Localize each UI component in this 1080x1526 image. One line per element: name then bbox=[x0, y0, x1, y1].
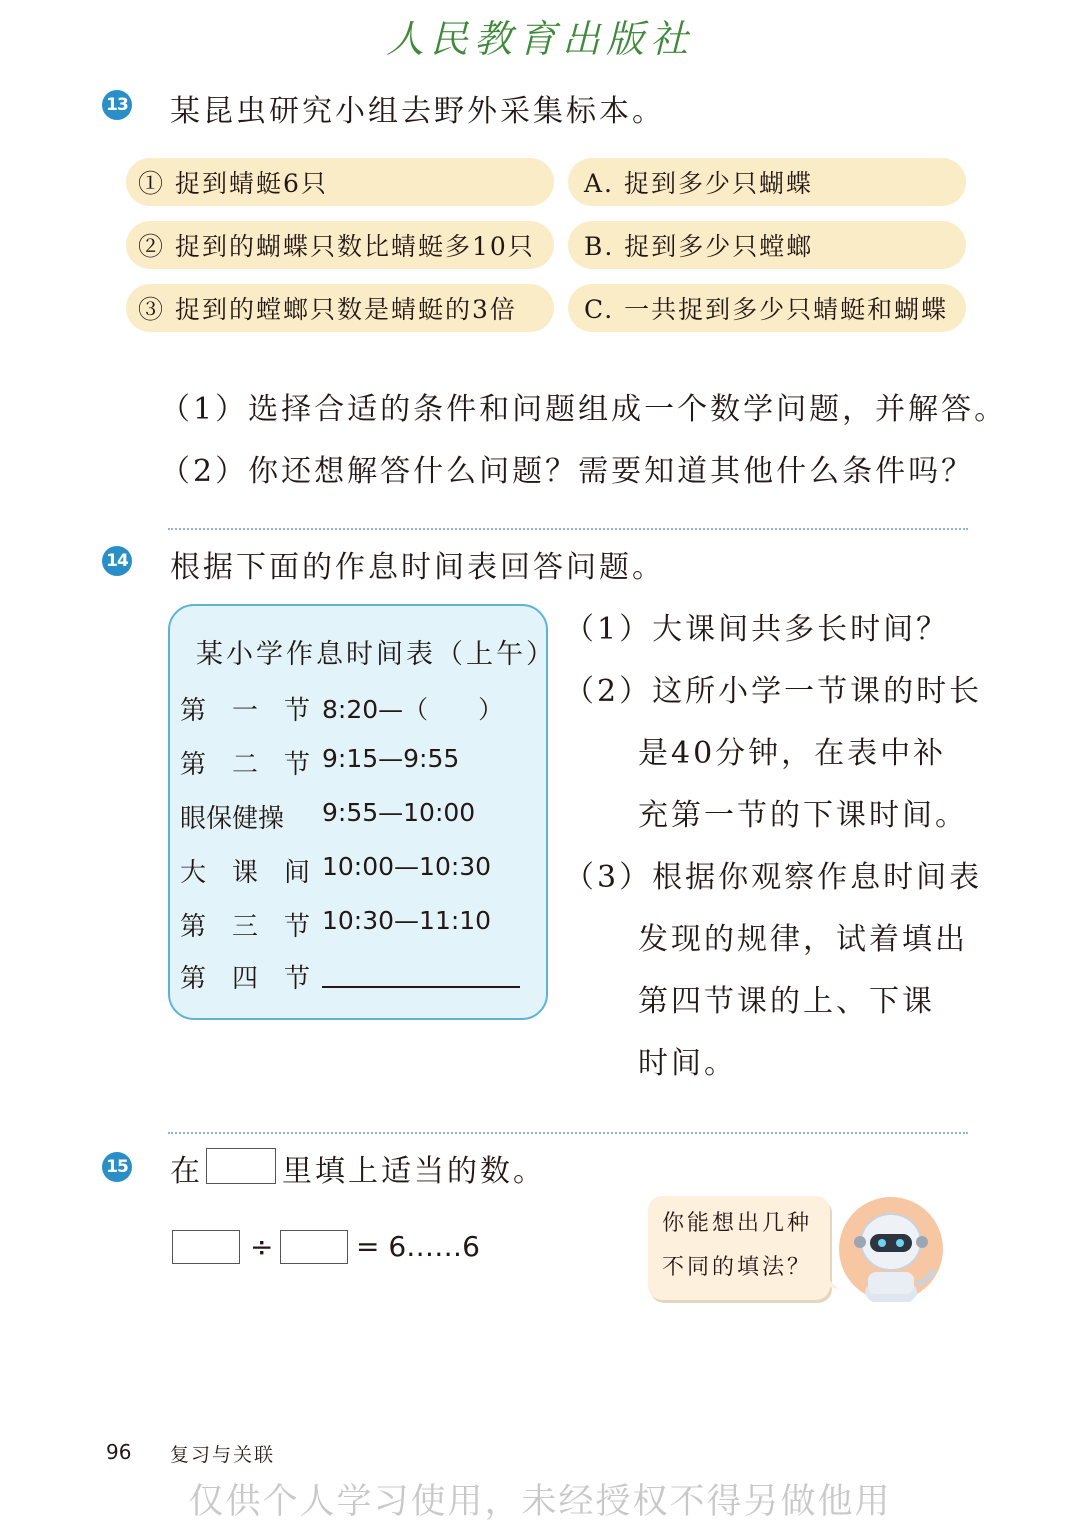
question-text: C. 一共捉到多少只蜻蜓和蝴蝶 bbox=[584, 295, 949, 324]
problem-13-title: 某昆虫研究小组去野外采集标本。 bbox=[170, 94, 665, 129]
section-divider bbox=[168, 1132, 968, 1134]
equation-result: = 6……6 bbox=[356, 1230, 480, 1263]
question-pill bbox=[568, 284, 966, 332]
p14-question-3-line: 时间。 bbox=[638, 1046, 737, 1081]
problem-number-badge: 15 bbox=[102, 1152, 132, 1182]
p14-question-2-line: 是40分钟，在表中补 bbox=[638, 736, 947, 771]
p14-question-2-line: （2）这所小学一节课的时长 bbox=[564, 674, 983, 709]
condition-text: ② 捉到的蝴蝶只数比蜻蜓多10只 bbox=[138, 232, 535, 261]
condition-text: ③ 捉到的螳螂只数是蜻蜓的3倍 bbox=[138, 295, 517, 324]
schedule-row-label: 第 二 节 bbox=[180, 750, 311, 780]
schedule-row-time: 10:00—10:30 bbox=[322, 852, 492, 881]
sub-question-1: （1）选择合适的条件和问题组成一个数学问题，并解答。 bbox=[160, 392, 1008, 427]
answer-blank-line[interactable] bbox=[322, 986, 520, 988]
question-text: B. 捉到多少只螳螂 bbox=[584, 232, 814, 261]
p14-question-3-line: （3）根据你观察作息时间表 bbox=[564, 860, 983, 895]
watermark-text: 仅供个人学习使用，未经授权不得另做他用 bbox=[188, 1482, 892, 1522]
schedule-row-label: 第 四 节 bbox=[180, 964, 311, 994]
problem-number-badge: 13 bbox=[102, 90, 132, 120]
problem-number-badge: 14 bbox=[102, 546, 132, 576]
condition-pill bbox=[126, 158, 554, 206]
question-pill bbox=[568, 158, 966, 206]
condition-pill bbox=[126, 221, 554, 269]
question-text: A. 捉到多少只蝴蝶 bbox=[584, 169, 813, 198]
bubble-text-line: 不同的填法？ bbox=[662, 1255, 813, 1280]
sub-question-2: （2）你还想解答什么问题？需要知道其他什么条件吗？ bbox=[160, 454, 975, 489]
schedule-row-time: 10:30—11:10 bbox=[322, 906, 492, 935]
schedule-row-label: 第 一 节 bbox=[180, 696, 311, 726]
section-divider bbox=[168, 528, 968, 530]
robot-mascot-icon bbox=[838, 1196, 944, 1302]
schedule-row-label: 大 课 间 bbox=[180, 858, 311, 888]
p14-question-2-line: 充第一节的下课时间。 bbox=[638, 798, 968, 833]
schedule-row-time: 8:20—（ ） bbox=[322, 695, 504, 724]
problem-14-title: 根据下面的作息时间表回答问题。 bbox=[170, 550, 665, 585]
divisor-input-box[interactable] bbox=[280, 1230, 348, 1264]
schedule-row-label: 第 三 节 bbox=[180, 912, 311, 942]
schedule-row-time: 9:15—9:55 bbox=[322, 744, 460, 773]
p14-question-3-line: 第四节课的上、下课 bbox=[638, 984, 935, 1019]
schedule-title: 某小学作息时间表（上午） bbox=[196, 639, 556, 670]
p14-question-3-line: 发现的规律，试着填出 bbox=[638, 922, 968, 957]
dividend-input-box[interactable] bbox=[172, 1230, 240, 1264]
page-number: 96 bbox=[106, 1440, 132, 1464]
section-label: 复习与关联 bbox=[170, 1444, 276, 1466]
example-fill-box bbox=[206, 1148, 276, 1184]
condition-text: ① 捉到蜻蜓6只 bbox=[138, 169, 328, 198]
schedule-row-time: 9:55—10:00 bbox=[322, 798, 476, 827]
problem-15-title-end: 里填上适当的数。 bbox=[282, 1154, 546, 1189]
schedule-row-label: 眼保健操 bbox=[180, 804, 285, 834]
question-pill bbox=[568, 221, 966, 269]
condition-pill bbox=[126, 284, 554, 332]
publisher-logo: 人民教育出版社 bbox=[385, 17, 694, 61]
divide-sign: ÷ bbox=[250, 1230, 274, 1263]
p14-question-1: （1）大课间共多长时间？ bbox=[564, 612, 950, 647]
problem-15-title-start: 在 bbox=[170, 1154, 203, 1189]
bubble-text-line: 你能想出几种 bbox=[662, 1211, 813, 1236]
